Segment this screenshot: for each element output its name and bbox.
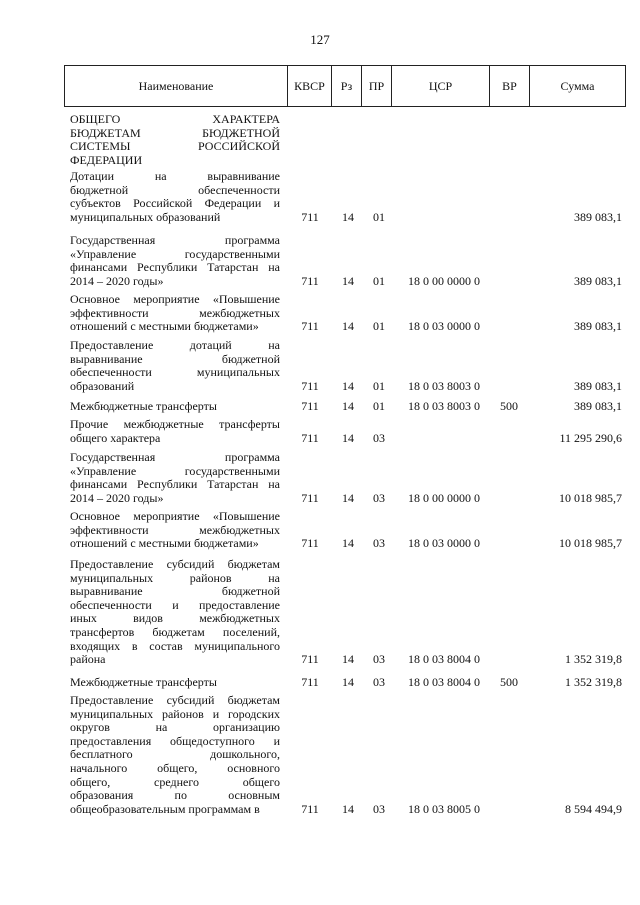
row-name-line: Межбюджетные трансферты (70, 400, 217, 413)
row-name (70, 234, 280, 288)
row-name (70, 400, 280, 414)
row-rz: 14 (342, 536, 354, 551)
row-name-line: финансами Республики Татарстан на (70, 478, 280, 492)
row-pr: 01 (373, 399, 385, 413)
row-pr: 03 (373, 652, 385, 667)
row-name (70, 113, 280, 167)
row-kvsr: 711 (301, 273, 319, 288)
row-name-line: района (70, 653, 106, 667)
row-name (70, 510, 280, 551)
row-sum: 389 083,1 (574, 399, 622, 413)
row-name-line: отношений с местными бюджетами» (70, 320, 259, 334)
row-name-line: Предоставление дотаций на (70, 339, 280, 352)
row-name-line: Прочие межбюджетные трансферты (70, 418, 280, 431)
row-name (70, 676, 280, 690)
row-name-line: образований (70, 379, 135, 393)
row-csr: 18 0 03 8005 0 (408, 801, 480, 816)
row-pr: 03 (373, 801, 385, 816)
row-csr: 18 0 03 0000 0 (408, 319, 480, 334)
row-kvsr: 711 (301, 652, 319, 667)
header-kvsr: КВСР (287, 66, 331, 106)
row-name-line: ФЕДЕРАЦИИ (70, 153, 143, 167)
row-name-line: общего характера (70, 431, 161, 445)
row-name-line: бюджетной обеспеченности (70, 183, 280, 197)
row-name-line: иных видов межбюджетных (70, 612, 280, 626)
row-sum: 10 018 985,7 (559, 490, 622, 505)
row-csr: 18 0 00 0000 0 (408, 273, 480, 288)
row-sum: 1 352 319,8 (565, 675, 622, 689)
row-name-line: «Управление государственными (70, 247, 280, 261)
row-rz: 14 (342, 209, 354, 224)
row-name (70, 451, 280, 505)
row-sum: 11 295 290,6 (559, 430, 622, 445)
page-number: 127 (310, 32, 330, 47)
row-name-line: финансами Республики Татарстан на (70, 261, 280, 275)
row-name-line: Дотации на выравнивание (70, 170, 280, 183)
row-name (70, 558, 280, 667)
row-name-line: Государственная программа (70, 451, 280, 464)
header-pr: ПР (361, 66, 391, 106)
row-name (70, 293, 280, 334)
row-name-line: 2014 – 2020 годы» (70, 491, 164, 505)
row-pr: 03 (373, 490, 385, 505)
row-name-line: муниципальных районов и городских (70, 707, 280, 721)
row-vr: 500 (500, 675, 518, 689)
row-name-line: обеспеченности и предоставление (70, 598, 280, 612)
table-header (64, 65, 626, 107)
row-kvsr: 711 (301, 536, 319, 551)
row-name-line: образования по основным (70, 789, 280, 803)
row-rz: 14 (342, 273, 354, 288)
row-rz: 14 (342, 490, 354, 505)
row-name-line: Межбюджетные трансферты (70, 676, 217, 689)
row-name-line: общего, среднего общего (70, 775, 280, 789)
row-kvsr: 711 (301, 399, 319, 413)
row-name (70, 339, 280, 393)
row-kvsr: 711 (301, 319, 319, 334)
row-sum: 389 083,1 (574, 319, 622, 334)
row-kvsr: 711 (301, 209, 319, 224)
row-name-line: эффективности межбюджетных (70, 523, 280, 537)
row-rz: 14 (342, 675, 354, 689)
row-name-line: отношений с местными бюджетами» (70, 537, 259, 551)
row-csr: 18 0 03 8003 0 (408, 378, 480, 393)
row-name-line: бесплатного дошкольного, (70, 748, 280, 762)
header-csr: ЦСР (391, 66, 489, 106)
row-name-line: СИСТЕМЫ РОССИЙСКОЙ (70, 140, 280, 154)
row-pr: 01 (373, 273, 385, 288)
row-pr: 01 (373, 209, 385, 224)
row-kvsr: 711 (301, 430, 319, 445)
row-pr: 01 (373, 378, 385, 393)
row-name (70, 418, 280, 445)
row-name-line: Государственная программа (70, 234, 280, 247)
row-name-line: Предоставление субсидий бюджетам (70, 558, 280, 571)
row-name-line: эффективности межбюджетных (70, 306, 280, 320)
row-csr: 18 0 03 8004 0 (408, 652, 480, 667)
row-kvsr: 711 (301, 801, 319, 816)
row-name-line: входящих в состав муниципального (70, 639, 280, 653)
row-rz: 14 (342, 801, 354, 816)
row-name-line: ОБЩЕГО ХАРАКТЕРА (70, 113, 280, 126)
row-kvsr: 711 (301, 378, 319, 393)
row-name-line: Основное мероприятие «Повышение (70, 510, 280, 523)
row-vr: 500 (500, 399, 518, 413)
row-rz: 14 (342, 378, 354, 393)
row-csr: 18 0 03 8003 0 (408, 399, 480, 413)
row-name-line: Основное мероприятие «Повышение (70, 293, 280, 306)
row-name-line: 2014 – 2020 годы» (70, 274, 164, 288)
row-name-line: субъектов Российской Федерации и (70, 197, 280, 211)
header-rz: Рз (331, 66, 361, 106)
row-sum: 389 083,1 (574, 273, 622, 288)
row-sum: 389 083,1 (574, 378, 622, 393)
row-name-line: выравнивание бюджетной (70, 585, 280, 599)
row-rz: 14 (342, 399, 354, 413)
row-pr: 03 (373, 675, 385, 689)
row-rz: 14 (342, 319, 354, 334)
row-name-line: округов на организацию (70, 721, 280, 735)
row-name-line: «Управление государственными (70, 464, 280, 478)
row-name-line: общеобразовательным программам в (70, 802, 260, 816)
row-name (70, 170, 280, 224)
row-name (70, 694, 280, 816)
row-name-line: выравнивание бюджетной (70, 352, 280, 366)
row-name-line: муниципальных образований (70, 210, 221, 224)
row-rz: 14 (342, 652, 354, 667)
row-sum: 389 083,1 (574, 209, 622, 224)
header-name: Наименование (138, 78, 214, 93)
row-name-line: предоставления общедоступного и (70, 734, 280, 748)
row-name-line: муниципальных районов на (70, 571, 280, 585)
row-csr: 18 0 03 0000 0 (408, 536, 480, 551)
row-pr: 03 (373, 430, 385, 445)
row-name-line: трансфертов бюджетам поселений, (70, 625, 280, 639)
header-vr: ВР (489, 66, 529, 106)
row-sum: 8 594 494,9 (565, 801, 622, 816)
row-kvsr: 711 (301, 490, 319, 505)
row-sum: 10 018 985,7 (559, 536, 622, 551)
row-name-line: БЮДЖЕТАМ БЮДЖЕТНОЙ (70, 126, 280, 140)
row-name-line: обеспеченности муниципальных (70, 366, 280, 380)
row-pr: 03 (373, 536, 385, 551)
row-kvsr: 711 (301, 675, 319, 689)
header-sum: Сумма (529, 66, 625, 106)
row-name-line: Предоставление субсидий бюджетам (70, 694, 280, 707)
row-csr: 18 0 00 0000 0 (408, 490, 480, 505)
row-pr: 01 (373, 319, 385, 334)
row-name-line: начального общего, основного (70, 761, 280, 775)
row-sum: 1 352 319,8 (565, 652, 622, 667)
row-rz: 14 (342, 430, 354, 445)
row-csr: 18 0 03 8004 0 (408, 675, 480, 689)
